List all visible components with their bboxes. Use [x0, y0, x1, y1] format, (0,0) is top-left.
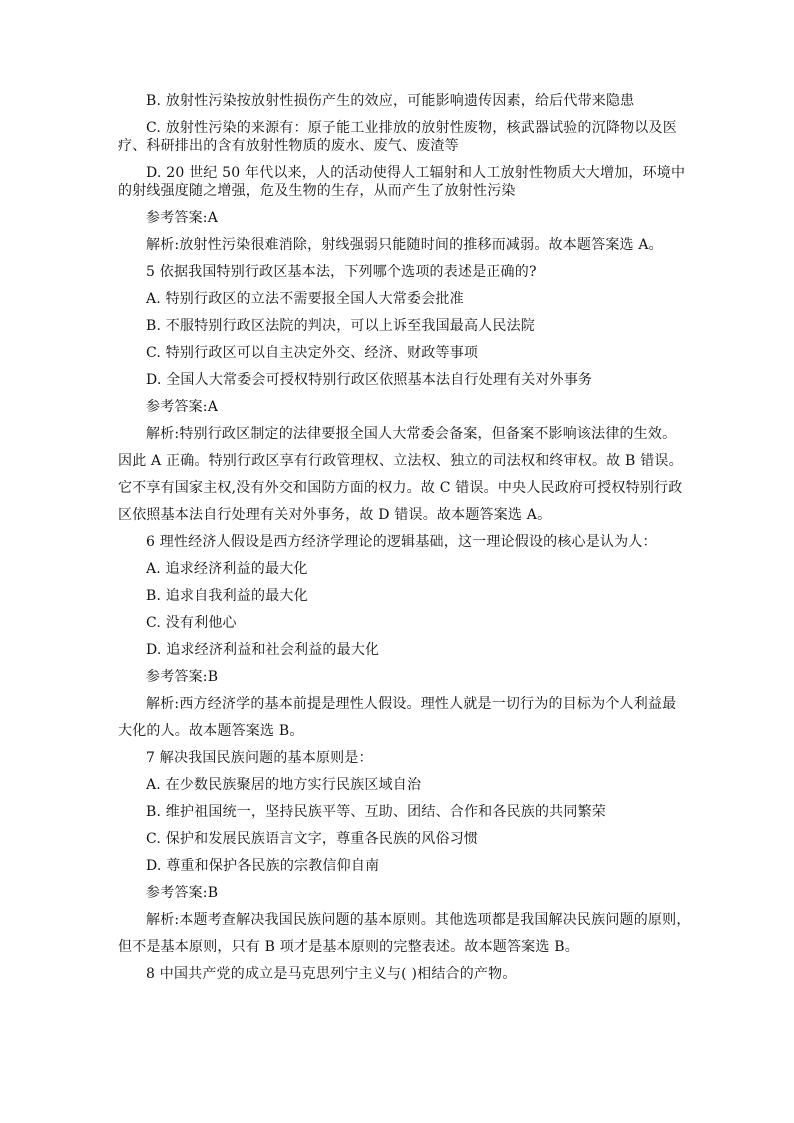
option-c-radiation-sources: C. 放射性污染的来源有：原子能工业排放的放射性废物，核武器试验的沉降物以及医 — [146, 120, 677, 136]
answer-q6: 参考答案:B — [146, 669, 219, 685]
q6-option-c: C. 没有利他心 — [146, 615, 237, 631]
question-8: 8 中国共产党的成立是马克思列宁主义与( )相结合的产物。 — [146, 966, 517, 982]
analysis-q6-line2: 大化的人。故本题答案选 B。 — [118, 723, 304, 739]
option-b-radiation-effect: B. 放射性污染按放射性损伤产生的效应，可能影响遗传因素，给后代带来隐患 — [146, 93, 635, 109]
document-body — [118, 92, 691, 983]
analysis-q6-line1: 解析:西方经济学的基本前提是理性人假设。理性人就是一切行为的目标为个人利益最 — [146, 696, 677, 712]
q5-option-a: A. 特别行政区的立法不需要报全国人大常委会批准 — [146, 291, 464, 307]
option-d-radiation-history: D. 20 世纪 50 年代以来，人的活动使得人工辐射和人工放射性物质大大增加，环境中 — [146, 165, 686, 181]
q7-option-a: A. 在少数民族聚居的地方实行民族区域自治 — [146, 777, 422, 793]
analysis-q5-line1: 解析:特别行政区制定的法律要报全国人大常委会备案，但备案不影响该法律的生效。 — [146, 426, 677, 442]
answer-q5: 参考答案:A — [146, 399, 219, 415]
q7-option-c: C. 保护和发展民族语言文字，尊重各民族的风俗习惯 — [146, 831, 479, 847]
q5-option-d: D. 全国人大常委会可授权特别行政区依照基本法自行处理有关对外事务 — [146, 372, 593, 388]
q5-option-c: C. 特别行政区可以自主决定外交、经济、财政等事项 — [146, 345, 479, 361]
answer-q7: 参考答案:B — [146, 885, 219, 901]
option-c-radiation-sources-cont: 疗、科研排出的含有放射性物质的废水、废气、废渣等 — [118, 138, 459, 154]
q5-option-b: B. 不服特别行政区法院的判决，可以上诉至我国最高人民法院 — [146, 318, 535, 334]
q7-option-d: D. 尊重和保护各民族的宗教信仰自南 — [146, 858, 380, 874]
question-6: 6 理性经济人假设是西方经济学理论的逻辑基础，这一理论假设的核心是认为人： — [146, 534, 657, 550]
q6-option-b: B. 追求自我利益的最大化 — [146, 588, 308, 604]
option-d-radiation-history-cont: 的射线强度随之增强，危及生物的生存，从而产生了放射性污染 — [118, 183, 516, 199]
question-7: 7 解决我国民族问题的基本原则是： — [146, 750, 373, 766]
q6-option-a: A. 追求经济利益的最大化 — [146, 561, 308, 577]
analysis-q4: 解析:放射性污染很难消除，射线强弱只能随时间的推移而减弱。故本题答案选 A。 — [146, 237, 663, 253]
question-5: 5 依据我国特别行政区基本法，下列哪个选项的表述是正确的? — [146, 264, 537, 280]
analysis-q7-line2: 但不是基本原则，只有 B 项才是基本原则的完整表述。故本题答案选 B。 — [118, 939, 579, 955]
q6-option-d: D. 追求经济利益和社会利益的最大化 — [146, 642, 380, 658]
answer-q4: 参考答案:A — [146, 210, 219, 226]
analysis-q5-line3: 它不享有国家主权,没有外交和国防方面的权力。故 C 错误。中央人民政府可授权特别行政 — [118, 480, 683, 496]
q7-option-b: B. 维护祖国统一，坚持民族平等、互助、团结、合作和各民族的共同繁荣 — [146, 804, 606, 820]
analysis-q5-line4: 区依照基本法自行处理有关对外事务，故 D 错误。故本题答案选 A。 — [118, 507, 552, 523]
analysis-q7-line1: 解析:本题考查解决我国民族问题的基本原则。其他选项都是我国解决民族问题的原则， — [146, 912, 691, 928]
analysis-q5-line2: 因此 A 正确。特别行政区享有行政管理权、立法权、独立的司法权和终审权。故 B 错误。 — [118, 453, 683, 469]
